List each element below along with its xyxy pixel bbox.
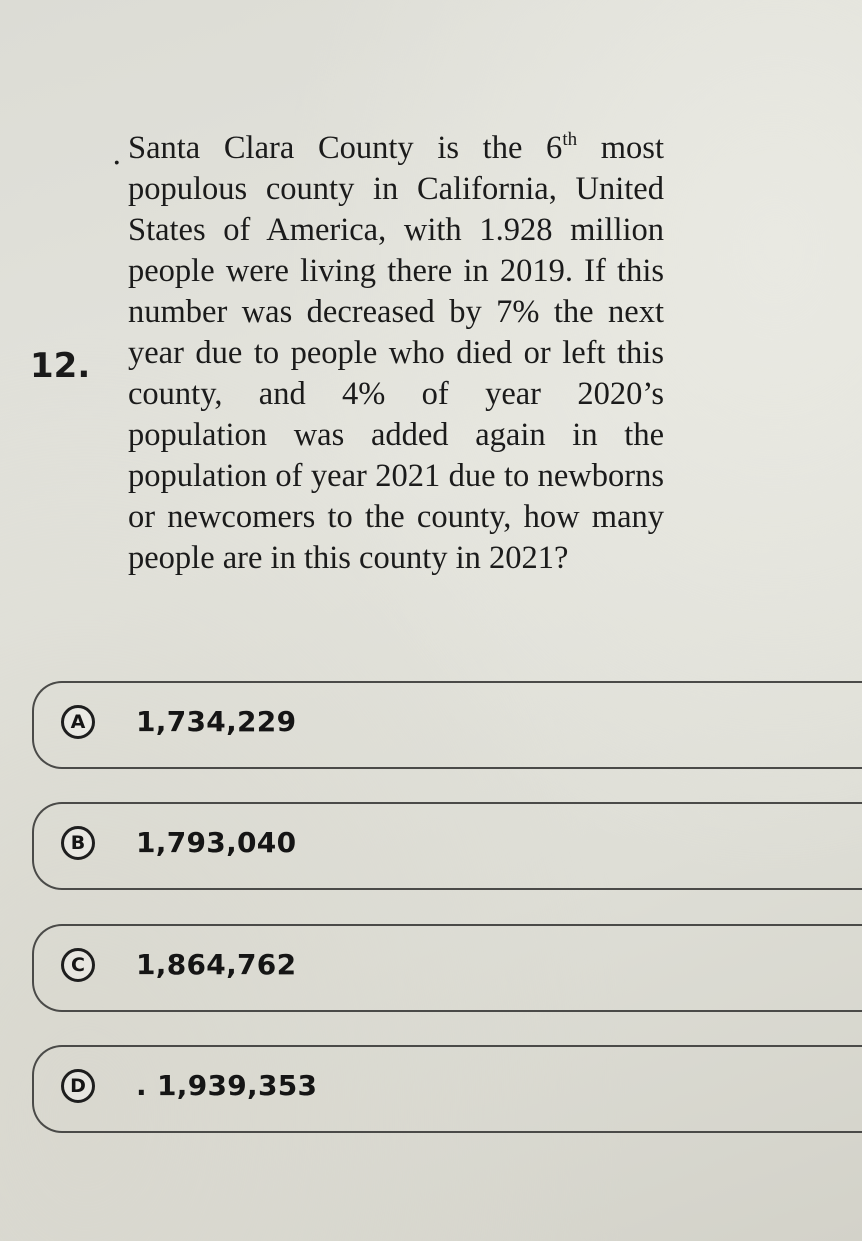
ordinal-superscript: th [562,129,578,150]
question-text-rest: most populous county in California, United States of America, with 1.928 million people were living there in 2019. If this number was decreased by 7% the next year due to people who died or left this county, and 4% of year 2020’s population was added again in the population of year 2021 due to newborns or newcomers to the county, how many people are in this county in 2021? [128,130,664,576]
option-b-letter: B [61,826,95,860]
option-a[interactable] [32,681,862,769]
question-number: 12. [30,346,91,386]
option-d-value: . 1,939,353 [136,1069,318,1102]
option-c-letter: C [61,948,95,982]
option-a-value: 1,734,229 [136,705,297,738]
question-text [128,128,664,579]
option-a-letter: A [61,705,95,739]
option-d-letter: D [61,1069,95,1103]
option-c-value: 1,864,762 [136,948,297,981]
question-bullet: . [112,137,122,172]
question-text-start: Santa Clara County is the 6 [128,130,563,166]
option-b-value: 1,793,040 [136,826,297,859]
option-b[interactable] [32,802,862,890]
option-c[interactable] [32,924,862,1012]
option-d[interactable] [32,1045,862,1133]
